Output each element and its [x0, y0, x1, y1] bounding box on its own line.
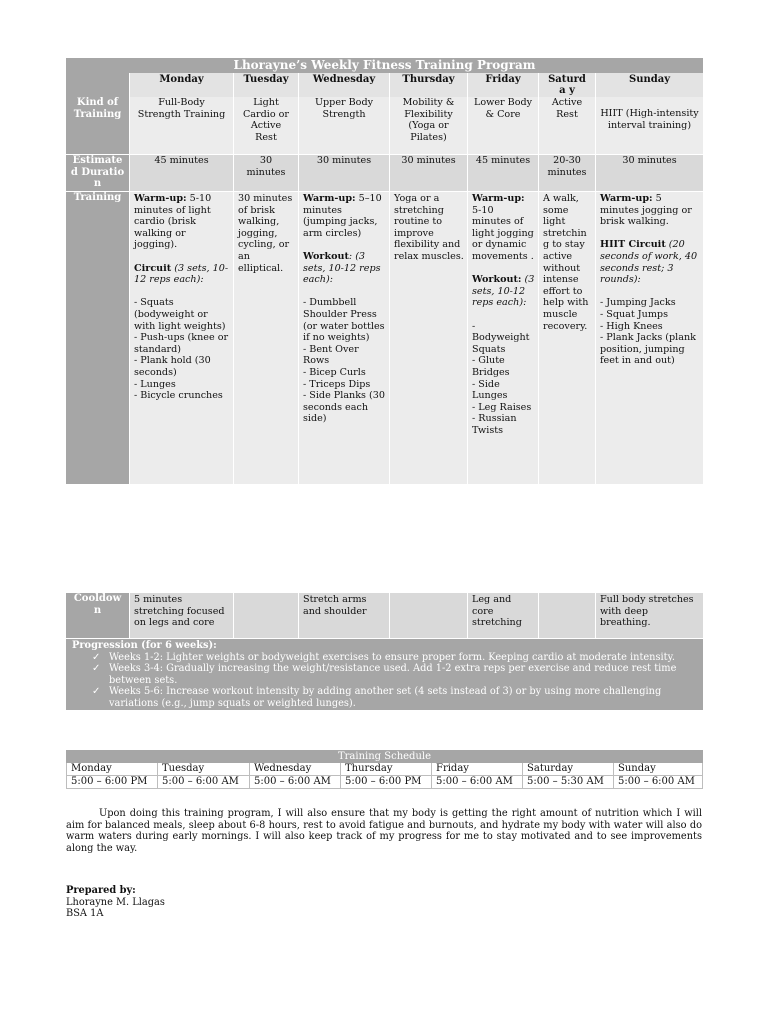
cooldown-monday: 5 minutes stretching focused on legs and core [130, 593, 234, 639]
day-header-saturday: Saturda y [539, 73, 596, 97]
friday-workout-label: Workout: [472, 274, 522, 286]
check-icon: ✓ [92, 686, 101, 697]
list-item: - Plank Jacks (plank position, jumping feet in and out) [600, 332, 696, 367]
training-thursday: Yoga or a stretching routine to improve flexibility and relax muscles. [390, 192, 468, 485]
list-item: - Jumping Jacks [600, 297, 676, 309]
list-item: - Russian Twists [472, 413, 517, 436]
schedule-time: 5:00 – 6:00 PM [66, 776, 157, 789]
prepared-by-label: Prepared by: [66, 885, 136, 896]
list-item: - Bent Over Rows [303, 343, 359, 367]
schedule-time: 5:00 – 6:00 AM [431, 776, 522, 789]
kind-tuesday: Light Cardio or Active Rest [234, 97, 299, 155]
wednesday-workout-label: Workout [303, 250, 349, 262]
check-icon: ✓ [92, 663, 101, 674]
monday-warmup-label: Warm-up: [134, 193, 187, 204]
training-saturday: A walk, some light stretchin g to stay active without intense effort to help with muscle recovery. [539, 192, 596, 485]
list-item: - Squats (bodyweight or with light weights) [134, 297, 226, 332]
duration-row [66, 155, 703, 192]
progression-text: Weeks 5-6: Increase workout intensity by adding another set (4 sets instead of 3) or by using more challenging variations (e.g., jump squats or weighted lunges). [109, 686, 662, 709]
list-item: - Leg Raises [472, 401, 532, 413]
monday-circuit-note: (3 sets, 10-12 reps each): [134, 262, 229, 286]
list-item: - Squat Jumps [600, 308, 668, 320]
monday-circuit-label: Circuit [134, 262, 172, 274]
wednesday-workout-note: : (3 sets, 10-12 reps each): [303, 250, 381, 286]
progression-heading: Progression (for 6 weeks): [72, 640, 217, 651]
duration-monday: 45 minutes [130, 155, 234, 192]
list-item: - Side Planks (30 seconds each side) [303, 390, 385, 425]
day-header-friday: Friday [468, 73, 539, 97]
schedule-table [66, 750, 703, 789]
progression-text: Weeks 1-2: Lighter weights or bodyweight exercises to ensure proper form. Keeping cardio at moderate intensity. [109, 651, 675, 663]
duration-tuesday: 30 minutes [234, 155, 299, 192]
duration-saturday: 20-30 minutes [539, 155, 596, 192]
day-header-wednesday: Wednesday [299, 73, 390, 97]
schedule-time-row [66, 776, 703, 789]
schedule-time: 5:00 – 6:00 AM [157, 776, 249, 789]
cooldown-label: Cooldow n [66, 593, 130, 639]
list-item: - Triceps Dips [303, 378, 371, 390]
schedule-time: 5:00 – 6:00 AM [249, 776, 340, 789]
training-wednesday [299, 192, 390, 485]
schedule-day: Tuesday [157, 763, 249, 776]
duration-friday: 45 minutes [468, 155, 539, 192]
schedule-day: Saturday [522, 763, 613, 776]
kind-friday: Lower Body & Core [468, 97, 539, 155]
day-header-tuesday: Tuesday [234, 73, 299, 97]
cooldown-wednesday: Stretch arms and shoulder [299, 593, 390, 639]
cooldown-sunday: Full body stretches with deep breathing. [596, 593, 703, 639]
training-friday [468, 192, 539, 485]
day-header-monday: Monday [130, 73, 234, 97]
list-item: - Bodyweight Squats [472, 320, 530, 355]
duration-wednesday: 30 minutes [299, 155, 390, 192]
schedule-day: Friday [431, 763, 522, 776]
kind-saturday: Active Rest [539, 97, 596, 155]
sunday-hiit-note: (20 seconds of work, 40 seconds rest; 3 rounds): [600, 239, 698, 286]
list-item: - Push-ups (knee or standard) [134, 332, 229, 355]
cooldown-saturday [539, 593, 596, 639]
kind-label: Kind of Training [66, 97, 130, 155]
friday-warmup-label: Warm-up: [472, 193, 525, 204]
schedule-day-row [66, 763, 703, 776]
day-header-row [66, 73, 703, 97]
kind-monday: Full-Body Strength Training [130, 97, 234, 155]
list-item: - Plank hold (30 seconds) [134, 355, 211, 378]
friday-warmup-text: 5-10 minutes of light jogging or dynamic movements . [472, 204, 534, 262]
list-item: - Dumbbell Shoulder Press (or water bottles if no weights) [303, 297, 385, 344]
wednesday-warmup-text: 5–10 minutes (jumping jacks, arm circles) [303, 193, 382, 239]
list-item: - Glute Bridges [472, 355, 510, 378]
cooldown-row [66, 593, 703, 639]
schedule-day: Monday [66, 763, 157, 776]
list-item: - Side Lunges [472, 378, 508, 402]
training-tuesday: 30 minutes of brisk walking, jogging, cycling, or an elliptical. [234, 192, 299, 485]
day-header-sunday: Sunday [596, 73, 703, 97]
list-item: - High Knees [600, 320, 663, 332]
list-item: - Bicycle crunches [134, 390, 223, 402]
check-icon: ✓ [92, 651, 101, 663]
sunday-warmup-label: Warm-up: [600, 193, 653, 204]
progression-item [72, 663, 697, 686]
cooldown-thursday [390, 593, 468, 639]
training-monday [130, 192, 234, 485]
kind-wednesday: Upper Body Strength [299, 97, 390, 155]
schedule-time: 5:00 – 5:30 AM [522, 776, 613, 789]
list-item: - Bicep Curls [303, 366, 366, 378]
cooldown-tuesday [234, 593, 299, 639]
training-row [66, 192, 703, 485]
schedule-day: Wednesday [249, 763, 340, 776]
progression-text: Weeks 3-4: Gradually increasing the weight/resistance used. Add 1-2 extra reps per exercise and reduce rest time between sets. [109, 663, 677, 686]
progression-box [66, 639, 703, 710]
duration-label: Estimate d Duration [66, 155, 130, 192]
kind-sunday: HIIT (High-intensity interval training) [596, 97, 703, 155]
author-course: BSA 1A [66, 908, 104, 920]
schedule-title: Training Schedule [66, 750, 703, 763]
progression-item [72, 686, 697, 709]
program-title: Lhorayne’s Weekly Fitness Training Program [66, 58, 703, 73]
day-header-thursday: Thursday [390, 73, 468, 97]
wednesday-warmup-label: Warm-up: [303, 193, 356, 204]
schedule-time: 5:00 – 6:00 PM [340, 776, 431, 789]
schedule-day: Thursday [340, 763, 431, 776]
friday-workout-note: (3 sets, 10-12 reps each): [472, 274, 535, 309]
schedule-time: 5:00 – 6:00 AM [613, 776, 703, 789]
sunday-hiit-label: HIIT Circuit [600, 239, 666, 251]
cooldown-friday: Leg and core stretching [468, 593, 539, 639]
sunday-warmup-text: 5 minutes jogging or brisk walking. [600, 193, 692, 228]
progression-item [72, 652, 697, 664]
duration-thursday: 30 minutes [390, 155, 468, 192]
author-name: Lhorayne M. Llagas [66, 896, 165, 908]
duration-sunday: 30 minutes [596, 155, 703, 192]
prepared-by-block [66, 885, 165, 920]
training-label: Training [66, 192, 130, 485]
body-paragraph: Upon doing this training program, I will also ensure that my body is getting the right amount of nutrition which I will aim for balanced meals, sleep about 6-8 hours, rest to avoid fatigue and burnouts, and hydrate my body with water will also do warm waters during early mornings. I will also keep track of my progress for me to stay motivated and to see improvements along the way. [66, 808, 702, 854]
training-sunday [596, 192, 703, 485]
monday-warmup-text: 5-10 minutes of light cardio (brisk walking or jogging). [134, 193, 212, 251]
corner-cell [66, 73, 130, 97]
list-item: - Lunges [134, 378, 176, 390]
kind-row [66, 97, 703, 155]
schedule-day: Sunday [613, 763, 703, 776]
kind-thursday: Mobility & Flexibility (Yoga or Pilates) [390, 97, 468, 155]
